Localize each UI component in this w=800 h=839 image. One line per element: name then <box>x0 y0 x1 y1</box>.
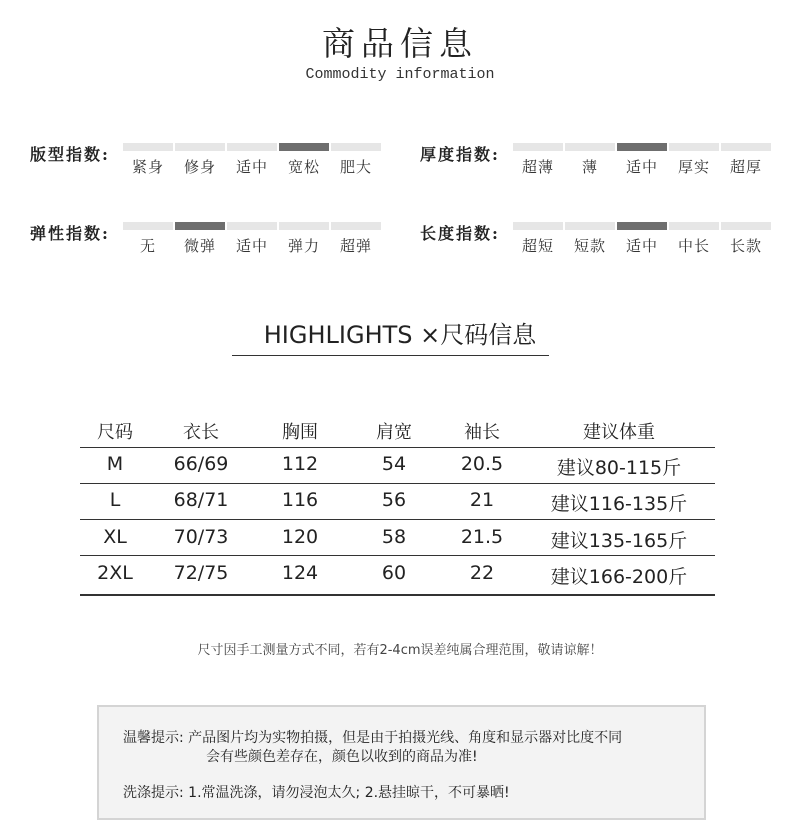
size-table-cell: 116 <box>281 489 319 511</box>
size-table-header: 肩宽 <box>376 422 412 443</box>
fit-index-label: 版型指数: <box>30 145 110 164</box>
size-table-cell: 60 <box>381 562 407 584</box>
size-table-cell: 120 <box>281 526 319 548</box>
length-option-label: 超短 <box>521 237 554 255</box>
size-table-cell: 20.5 <box>460 453 504 475</box>
notice-line-3: 洗涤提示: 1.常温洗涤，请勿浸泡太久; 2.悬挂晾干，不可暴晒! <box>123 785 510 801</box>
size-table-cell: 建议135-165斤 <box>550 530 688 552</box>
size-table-cell: 68/71 <box>173 489 229 511</box>
fit-scale-segment <box>279 143 329 151</box>
table-divider <box>80 447 715 448</box>
thickness-scale-segment <box>721 143 771 151</box>
size-table-cell: 58 <box>381 526 407 548</box>
highlights-title: HIGHLIGHTS ×尺码信息 <box>263 321 537 349</box>
size-table-header: 衣长 <box>183 422 219 443</box>
fit-scale-segment <box>227 143 277 151</box>
size-table-cell: XL <box>103 526 127 548</box>
thickness-index-label: 厚度指数: <box>420 145 500 164</box>
length-scale-segment <box>617 222 667 230</box>
highlights-underline <box>232 355 549 356</box>
elasticity-scale-segment <box>331 222 381 230</box>
elasticity-scale-segment <box>123 222 173 230</box>
size-table-cell: L <box>109 489 121 511</box>
length-scale-segment <box>513 222 563 230</box>
length-scale-segment <box>721 222 771 230</box>
length-option-label: 中长 <box>677 237 710 255</box>
size-table-cell: 112 <box>281 453 319 475</box>
length-scale-segment <box>565 222 615 230</box>
thickness-option-label: 薄 <box>581 158 598 176</box>
table-divider <box>80 594 715 596</box>
measurement-note: 尺寸因手工测量方式不同，若有2-4cm误差纯属合理范围，敬请谅解！ <box>197 643 603 658</box>
notice-line-1: 温馨提示: 产品图片均为实物拍摄，但是由于拍摄光线、角度和显示器对比度不同 <box>123 730 623 746</box>
size-table-header: 胸围 <box>282 422 318 443</box>
length-option-label: 长款 <box>729 237 762 255</box>
page-title: 商品信息 <box>322 24 478 63</box>
elasticity-option-label: 无 <box>139 237 156 255</box>
thickness-option-label: 适中 <box>625 158 658 176</box>
size-table-cell: 124 <box>281 562 319 584</box>
elasticity-option-label: 适中 <box>235 237 268 255</box>
fit-option-label: 宽松 <box>287 158 320 176</box>
thickness-option-label: 超厚 <box>729 158 762 176</box>
size-table-cell: 建议166-200斤 <box>550 566 688 588</box>
size-table-cell: 2XL <box>97 562 133 584</box>
thickness-scale-segment <box>513 143 563 151</box>
length-scale-segment <box>669 222 719 230</box>
length-option-label: 适中 <box>625 237 658 255</box>
fit-scale-segment <box>175 143 225 151</box>
table-divider <box>80 483 715 484</box>
size-table-header: 袖长 <box>464 422 500 443</box>
size-table-cell: M <box>106 453 124 475</box>
thickness-scale-segment <box>669 143 719 151</box>
elasticity-option-label: 超弹 <box>339 237 372 255</box>
size-table-cell: 72/75 <box>173 562 229 584</box>
fit-scale-segment <box>331 143 381 151</box>
elasticity-scale-segment <box>279 222 329 230</box>
size-table-cell: 建议116-135斤 <box>550 493 688 515</box>
fit-option-label: 适中 <box>235 158 268 176</box>
size-table-cell: 21 <box>469 489 495 511</box>
size-table-cell: 54 <box>381 453 407 475</box>
size-table-header: 尺码 <box>97 422 133 443</box>
table-divider <box>80 519 715 520</box>
elasticity-option-label: 弹力 <box>287 237 320 255</box>
page-subtitle: Commodity information <box>305 66 495 83</box>
fit-option-label: 紧身 <box>131 158 164 176</box>
elasticity-scale-segment <box>227 222 277 230</box>
thickness-scale-segment <box>565 143 615 151</box>
thickness-scale-segment <box>617 143 667 151</box>
notice-box <box>97 705 706 820</box>
thickness-option-label: 厚实 <box>677 158 710 176</box>
size-table-cell: 21.5 <box>460 526 504 548</box>
size-table-cell: 70/73 <box>173 526 229 548</box>
elasticity-index-label: 弹性指数: <box>30 224 110 243</box>
table-divider <box>80 555 715 556</box>
fit-scale-segment <box>123 143 173 151</box>
elasticity-scale-segment <box>175 222 225 230</box>
thickness-option-label: 超薄 <box>521 158 554 176</box>
length-index-label: 长度指数: <box>420 224 500 243</box>
size-table-header: 建议体重 <box>583 422 655 443</box>
size-table-cell: 66/69 <box>173 453 229 475</box>
size-table-cell: 22 <box>469 562 495 584</box>
elasticity-option-label: 微弹 <box>183 237 216 255</box>
size-table-cell: 56 <box>381 489 407 511</box>
fit-option-label: 肥大 <box>339 158 372 176</box>
notice-line-2: 会有些颜色差存在，颜色以收到的商品为准! <box>206 749 478 765</box>
fit-option-label: 修身 <box>183 158 216 176</box>
size-table-cell: 建议80-115斤 <box>556 457 682 479</box>
length-option-label: 短款 <box>573 237 606 255</box>
